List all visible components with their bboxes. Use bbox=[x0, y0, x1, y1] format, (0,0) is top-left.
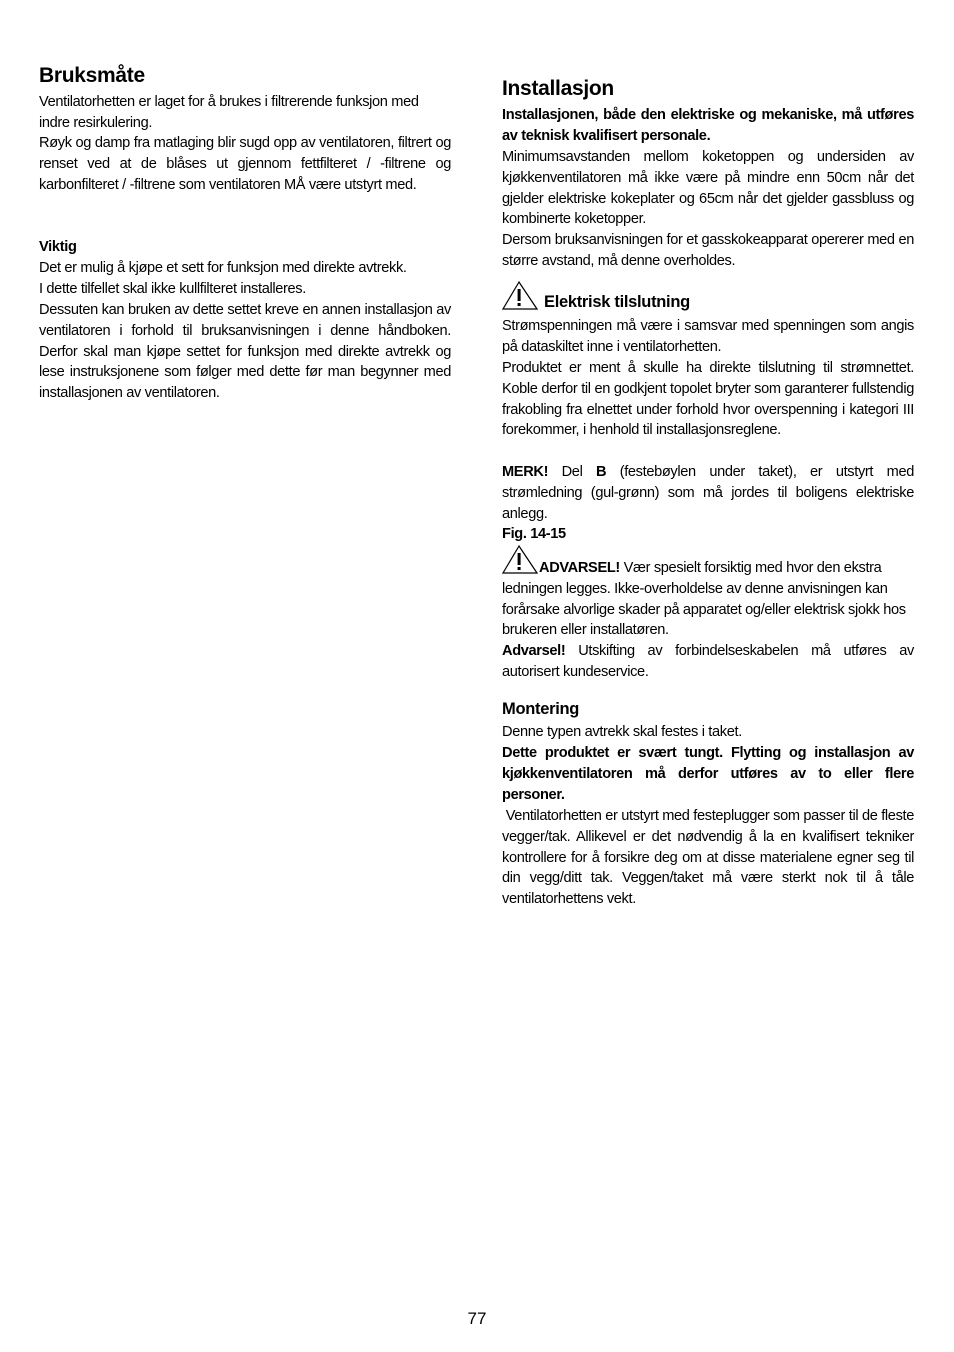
page-number-text: 77 bbox=[467, 1309, 487, 1328]
merk-text-1: Del bbox=[548, 464, 596, 480]
figure-reference: Fig. 14-15 bbox=[502, 526, 566, 542]
advarsel-2-paragraph bbox=[502, 641, 914, 683]
merk-paragraph bbox=[502, 462, 914, 524]
viktig-paragraph-1: Det er mulig å kjøpe et sett for funksjon med direkte avtrekk. bbox=[39, 260, 407, 276]
page-number bbox=[0, 1309, 954, 1329]
merk-label: MERK! bbox=[502, 464, 549, 480]
elektrisk-paragraph-2: Produktet er ment å skulle ha direkte tilslutning til strømnettet. Koble derfor til en godkjent topolet bryter som garanterer fullstendig frakobling fra elnettet under forhold hvor overspenning i kategori III forekommer, i henhold til installasjonsreglene. bbox=[502, 360, 914, 439]
section-title-bruksmate: Bruksmåte bbox=[39, 64, 145, 87]
viktig-paragraph-3: Dessuten kan bruken av dette settet kreve en annen installasjon av ventilatoren i forhold til bruksanvisningen i denne håndboken. Derfor skal man kjøpe settet for funksjon med direkte avtrekk og lese instruksjonene som følger med dette før man begynner med installasjonen av ventilatoren. bbox=[39, 302, 451, 402]
elektrisk-tilslutning-heading: Elektrisk tilslutning bbox=[544, 293, 690, 311]
elektrisk-paragraph-1: Strømspenningen må være i samsvar med spenningen som angis på dataskiltet inne i ventilatorhetten. bbox=[502, 318, 914, 355]
installasjon-paragraph-1: Minimumsavstanden mellom koketoppen og undersiden av kjøkkenventilatoren må ikke være på mindre enn 50cm når det gjelder elektriske kokeplater og 65cm når det gjelder gassbluss og kombinerte koketopper. bbox=[502, 149, 914, 228]
viktig-heading: Viktig bbox=[39, 239, 77, 255]
advarsel-paragraph bbox=[502, 558, 914, 641]
installasjon-paragraph-2: Dersom bruksanvisningen for et gasskokeapparat opererer med en større avstand, må denne overholdes. bbox=[502, 232, 914, 269]
montering-heading: Montering bbox=[502, 700, 580, 718]
warning-triangle-icon bbox=[502, 281, 538, 316]
bruksmate-paragraph-2: Røyk og damp fra matlaging blir sugd opp av ventilatoren, filtrert og renset ved at de blåses ut gjennom fettfilteret / -filtrene og karbonfilteret / -filtrene som ventilatoren MÅ være utstyrt med. bbox=[39, 135, 451, 193]
merk-part-b: B bbox=[595, 464, 607, 480]
section-title-installasjon: Installasjon bbox=[502, 77, 614, 100]
installasjon-intro: Installasjonen, både den elektriske og mekaniske, må utføres av teknisk kvalifisert personale. bbox=[502, 107, 914, 144]
montering-warning: Dette produktet er svært tungt. Flytting og installasjon av kjøkkenventilatoren må derfor utføres av to eller flere personer. bbox=[502, 745, 914, 803]
montering-paragraph-1: Denne typen avtrekk skal festes i taket. bbox=[502, 724, 742, 740]
advarsel-label: ADVARSEL! bbox=[539, 560, 620, 576]
montering-paragraph-2: Ventilatorhetten er utstyrt med festeplugger som passer til de fleste vegger/tak. Allikevel er det nødvendig å la en kvalifisert tekniker kontrollere for å forsikre deg om at disse materialene egner seg til din vegg/ditt tak. Veggen/taket må være sterkt nok til å tåle ventilatorhettens vekt. bbox=[502, 808, 918, 908]
viktig-paragraph-2: I dette tilfellet skal ikke kullfilteret installeres. bbox=[39, 281, 306, 297]
bruksmate-paragraph-1: Ventilatorhetten er laget for å brukes i filtrerende funksjon med indre resirkulering. bbox=[39, 94, 419, 131]
merk-text-2: (festebøylen under taket), er utstyrt med strømledning (gul-grønn) som må jordes til boligens elektriske anlegg. bbox=[502, 464, 914, 522]
advarsel-2-text: Utskifting av forbindelseskabelen må utføres av autorisert kundeservice. bbox=[502, 643, 914, 680]
advarsel-2-label: Advarsel! bbox=[502, 643, 566, 659]
advarsel-text: Vær spesielt forsiktig med hvor den ekstra ledningen legges. Ikke-overholdelse av denne anvisningen kan forårsake alvorlige skader på apparatet og/eller elektrisk sjokk hos brukeren eller installatøren. bbox=[502, 560, 906, 639]
